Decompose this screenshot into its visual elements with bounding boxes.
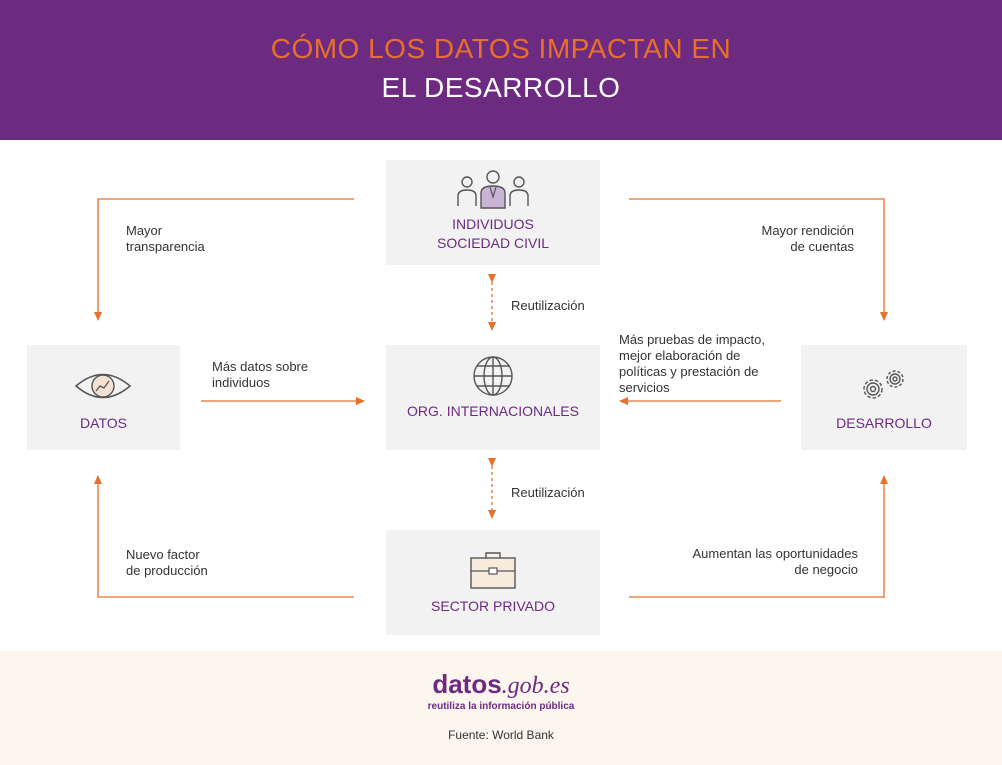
label-reutilizacion-top: Reutilización bbox=[511, 298, 585, 313]
node-datos-label: DATOS bbox=[80, 415, 127, 431]
brand-logo bbox=[0, 669, 1002, 700]
briefcase-icon bbox=[469, 550, 517, 590]
title-line-1: CÓMO LOS DATOS IMPACTAN EN bbox=[270, 33, 732, 64]
node-individuos-line2: SOCIEDAD CIVIL bbox=[436, 235, 550, 251]
label-mayor-transparencia: Mayor transparencia bbox=[126, 223, 205, 254]
label-mas-pruebas: Más pruebas de impacto, mejor elaboración de políticas y prestación de servicios bbox=[619, 332, 765, 395]
node-sector bbox=[386, 530, 600, 635]
arrow-individuos-to-desarrollo bbox=[629, 199, 884, 320]
arrow-sector-to-desarrollo bbox=[629, 476, 884, 597]
label-aumentan-oportunidades: Aumentan las oportunidades de negocio bbox=[692, 546, 858, 577]
label-mayor-rendicion: Mayor rendición de cuentas bbox=[761, 223, 854, 254]
node-org bbox=[386, 345, 600, 450]
node-datos bbox=[27, 345, 180, 450]
node-desarrollo bbox=[801, 345, 967, 450]
label-nuevo-factor: Nuevo factor de producción bbox=[126, 547, 208, 578]
brand-sub: .gob.es bbox=[501, 673, 570, 699]
brand-main: datos bbox=[432, 669, 502, 699]
eye-chart-icon bbox=[73, 369, 133, 403]
label-reutilizacion-bottom: Reutilización bbox=[511, 485, 585, 500]
label-mas-datos: Más datos sobre individuos bbox=[212, 359, 309, 390]
gears-icon bbox=[855, 365, 913, 405]
node-individuos bbox=[386, 160, 600, 265]
node-individuos-line1: INDIVIDUOS bbox=[452, 216, 534, 232]
footer bbox=[0, 651, 1002, 765]
globe-icon bbox=[471, 354, 515, 398]
node-sector-label: SECTOR PRIVADO bbox=[431, 598, 555, 614]
source-note: Fuente: World Bank bbox=[448, 728, 554, 742]
title-line-2: EL DESARROLLO bbox=[381, 72, 621, 103]
node-org-label: ORG. INTERNACIONALES bbox=[407, 403, 579, 419]
people-icon bbox=[453, 168, 533, 212]
brand-tagline: reutiliza la información pública bbox=[427, 701, 575, 712]
arrow-individuos-to-datos bbox=[98, 199, 354, 320]
node-desarrollo-label: DESARROLLO bbox=[836, 415, 932, 431]
